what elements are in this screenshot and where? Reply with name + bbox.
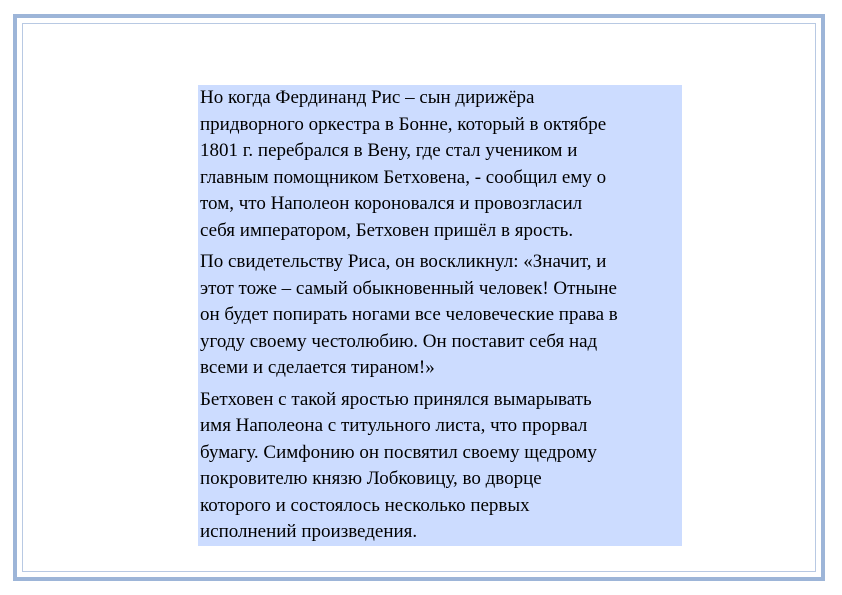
text-line: придворного оркестра в Бонне, который в октябре — [200, 113, 607, 135]
text-line: этот тоже – самый обыкновенный человек! Отныне — [200, 277, 617, 299]
text-line: 1801 г. перебрался в Вену, где стал учеником и — [200, 140, 578, 161]
text-line: главным помощником Бетховена, - сообщил ему о — [200, 166, 607, 188]
text-line: исполнений произведения. — [200, 521, 418, 542]
paragraph-3 — [200, 387, 682, 546]
text-line: покровителю князю Лобковицу, во дворце — [200, 468, 542, 489]
text-line: угоду своему честолюбию. Он поставит себя над — [200, 330, 598, 352]
paragraph-2 — [200, 249, 682, 382]
text-block — [198, 85, 682, 546]
text-line: всеми и сделается тираном!» — [200, 357, 435, 378]
text-line: Бетховен с такой яростью принялся вымарывать — [200, 388, 592, 410]
text-line: которого и состоялось несколько первых — [200, 494, 530, 516]
paragraph-1 — [200, 85, 682, 244]
text-line: себя императором, Бетховен пришёл в ярость. — [200, 219, 574, 241]
text-line: имя Наполеона с титульного листа, что прорвал — [200, 415, 588, 436]
text-line: По свидетельству Риса, он воскликнул: «Значит, и — [200, 251, 607, 272]
text-line: том, что Наполеон короновался и провозгласил — [200, 193, 583, 214]
text-line: он будет попирать ногами все человеческие права в — [200, 304, 618, 325]
text-line: бумагу. Симфонию он посвятил своему щедрому — [200, 441, 597, 463]
text-line: Но когда Фердинанд Рис – сын дирижёра — [200, 87, 535, 108]
